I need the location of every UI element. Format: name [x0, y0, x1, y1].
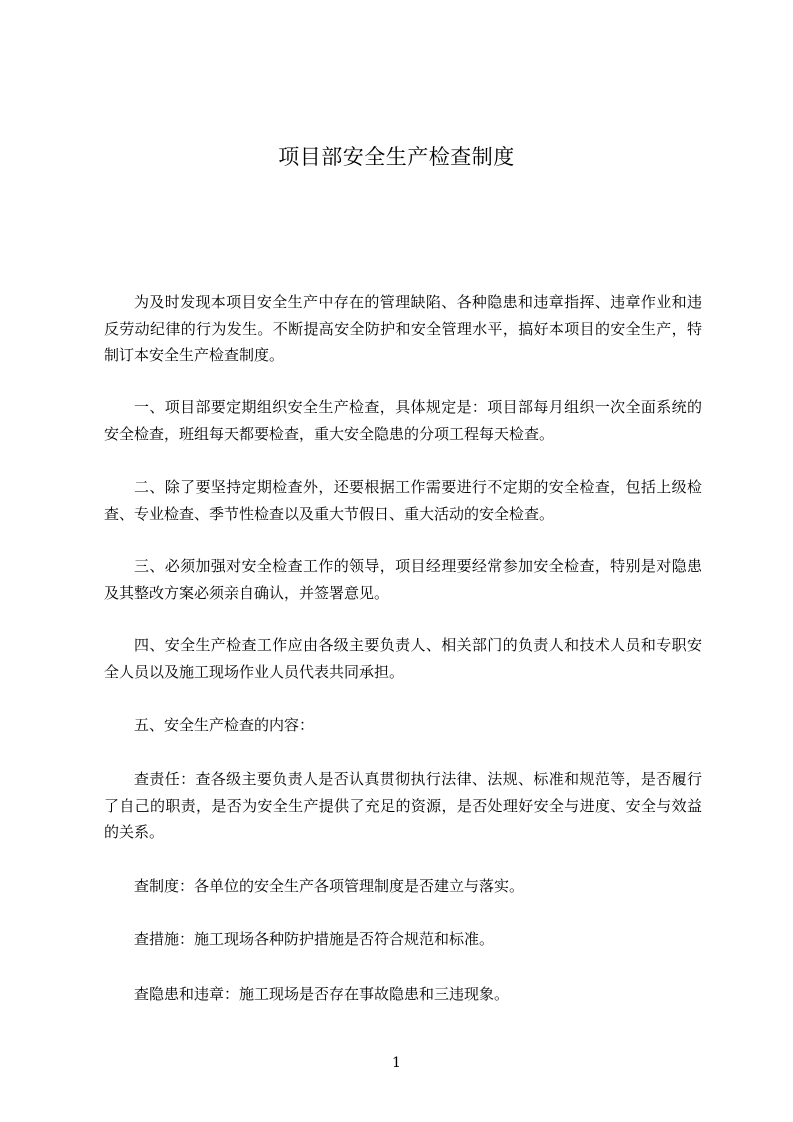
document-title: 项目部安全生产检查制度 [278, 145, 515, 169]
paragraph-check-system: 查制度：各单位的安全生产各项管理制度是否建立与落实。 [134, 877, 525, 895]
paragraph-item-5: 五、安全生产检查的内容： [134, 716, 315, 734]
paragraph-check-hazards: 查隐患和违章：施工现场是否存在事故隐患和三违现象。 [134, 985, 510, 1003]
paragraph-item-4: 四、安全生产检查工作应由各级主要负责人、相关部门的负责人和技术人员和专职安全人员以及施工现场作业人员代表共同承担。 [104, 636, 702, 681]
paragraph-item-1: 一、项目部要定期组织安全生产检查，具体规定是：项目部每月组织一次全面系统的安全检查，班组每天都要检查，重大安全隐患的分项工程每天检查。 [104, 398, 702, 443]
paragraph-check-responsibility: 查责任：查各级主要负责人是否认真贯彻执行法律、法规、标准和规范等，是否履行了自己的职责，是否为安全生产提供了充足的资源，是否处理好安全与进度、安全与效益的关系。 [104, 770, 702, 841]
paragraph-check-measures: 查措施：施工现场各种防护措施是否符合规范和标准。 [134, 930, 495, 948]
paragraph-intro: 为及时发现本项目安全生产中存在的管理缺陷、各种隐患和违章指挥、违章作业和违反劳动纪律的行为发生。不断提高安全防护和安全管理水平，搞好本项目的安全生产，特制订本安全生产检查制度。 [104, 293, 702, 364]
page-number: 1 [392, 1055, 401, 1071]
paragraph-item-2: 二、除了要坚持定期检查外，还要根据工作需要进行不定期的安全检查，包括上级检查、专业检查、季节性检查以及重大节假日、重大活动的安全检查。 [104, 478, 702, 523]
paragraph-item-3: 三、必须加强对安全检查工作的领导，项目经理要经常参加安全检查，特别是对隐患及其整改方案必须亲自确认，并签署意见。 [104, 557, 702, 602]
